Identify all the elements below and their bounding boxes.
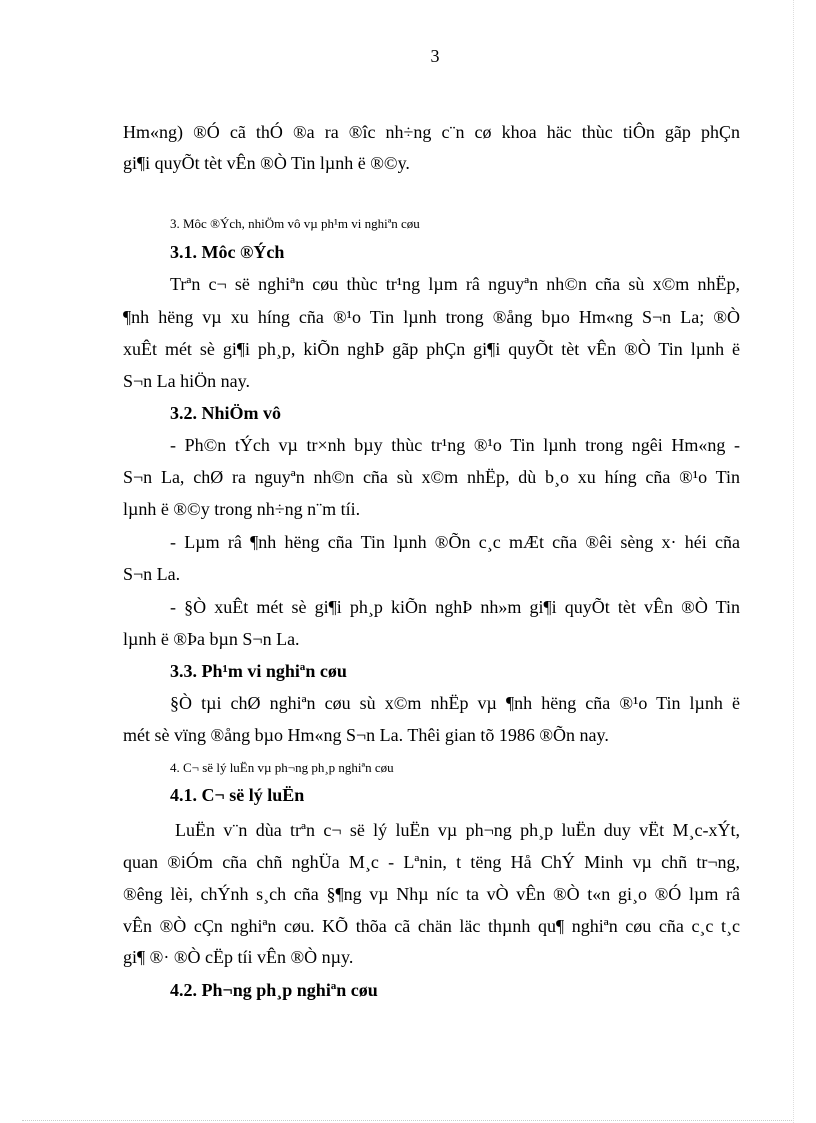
subsection-heading: 3.3. Ph¹m vi nghiªn cøu [170, 661, 347, 681]
paragraph-line: - Ph©n tÝch vµ tr×nh bµy thùc tr¹ng ®¹o Tin lµnh trong ngêi Hm«ng - [170, 435, 740, 455]
paragraph-line: S¬n La, chØ ra nguyªn nh©n cña sù x©m nhËp, dù b¸o xu híng cña ®¹o Tin [123, 467, 740, 487]
paragraph-line: §Ò tµi chØ nghiªn cøu sù x©m nhËp vµ ¶nh hëng cña ®¹o Tin lµnh ë [170, 693, 740, 713]
page-edge-right [793, 0, 794, 1123]
paragraph-line: xuÊt mét sè gi¶i ph¸p, kiÕn nghÞ gãp phÇn gi¶i quyÕt tèt vÊn ®Ò Tin lµnh ë [123, 339, 740, 359]
subsection-heading: 4.1. C¬ së lý luËn [170, 785, 305, 805]
paragraph-line: LuËn v¨n dùa trªn c¬ së lý luËn vµ ph¬ng ph¸p luËn duy vËt M¸c-xÝt, [175, 820, 740, 840]
paragraph-line: - §Ò xuÊt mét sè gi¶i ph¸p kiÕn nghÞ nh»m gi¶i quyÕt tèt vÊn ®Ò Tin [170, 597, 740, 617]
paragraph-line: quan ®iÓm cña chñ nghÜa M¸c - Lªnin, t tëng Hå ChÝ Minh vµ chñ tr¬ng, [123, 852, 740, 872]
paragraph-line: gi¶ ®· ®Ò cËp tíi vÊn ®Ò nµy. [123, 947, 354, 967]
section-heading: 4. C¬ së lý luËn vµ ph¬ng ph¸p nghiªn cøu [170, 760, 394, 775]
paragraph-line: gi¶i quyÕt tèt vÊn ®Ò Tin lµnh ë ®©y. [123, 153, 410, 173]
paragraph-line: ®êng lèi, chÝnh s¸ch cña §¶ng vµ Nhµ níc ta vÒ vÊn ®Ò t«n gi¸o ®Ó lµm râ [123, 884, 740, 904]
section-heading: 3. Môc ®Ých, nhiÖm vô vµ ph¹m vi nghiªn cøu [170, 216, 420, 231]
paragraph-line: lµnh ë ®©y trong nh÷ng n¨m tíi. [123, 499, 361, 519]
paragraph-line: S¬n La. [123, 564, 181, 584]
paragraph-line: - Lµm râ ¶nh hëng cña Tin lµnh ®Õn c¸c mÆt cña ®êi sèng x· héi cña [170, 532, 740, 552]
paragraph-line: mét sè vïng ®ång bµo Hm«ng S¬n La. Thêi gian tõ 1986 ®Õn nay. [123, 725, 609, 745]
paragraph-line: lµnh ë ®Þa bµn S¬n La. [123, 629, 300, 649]
subsection-heading: 4.2. Ph¬ng ph¸p nghiªn cøu [170, 980, 378, 1000]
subsection-heading: 3.1. Môc ®Ých [170, 242, 285, 262]
paragraph-line: Hm«ng) ®Ó cã thÓ ®a ra ®îc nh÷ng c¨n cø khoa häc thùc tiÔn gãp phÇn [123, 122, 740, 142]
subsection-heading: 3.2. NhiÖm vô [170, 403, 282, 423]
paragraph-line: ¶nh hëng vµ xu híng cña ®¹o Tin lµnh trong ®ång bµo Hm«ng S¬n La; ®Ò [123, 307, 740, 327]
paragraph-line: S¬n La hiÖn nay. [123, 371, 250, 391]
page-edge-bottom [22, 1120, 794, 1121]
paragraph-line: Trªn c¬ së nghiªn cøu thùc tr¹ng lµm râ nguyªn nh©n cña sù x©m nhËp, [170, 274, 740, 294]
paragraph-line: vÊn ®Ò cÇn nghiªn cøu. KÕ thõa cã chän läc thµnh qu¶ nghiªn cøu cña c¸c t¸c [123, 916, 740, 936]
page-number: 3 [430, 46, 440, 66]
